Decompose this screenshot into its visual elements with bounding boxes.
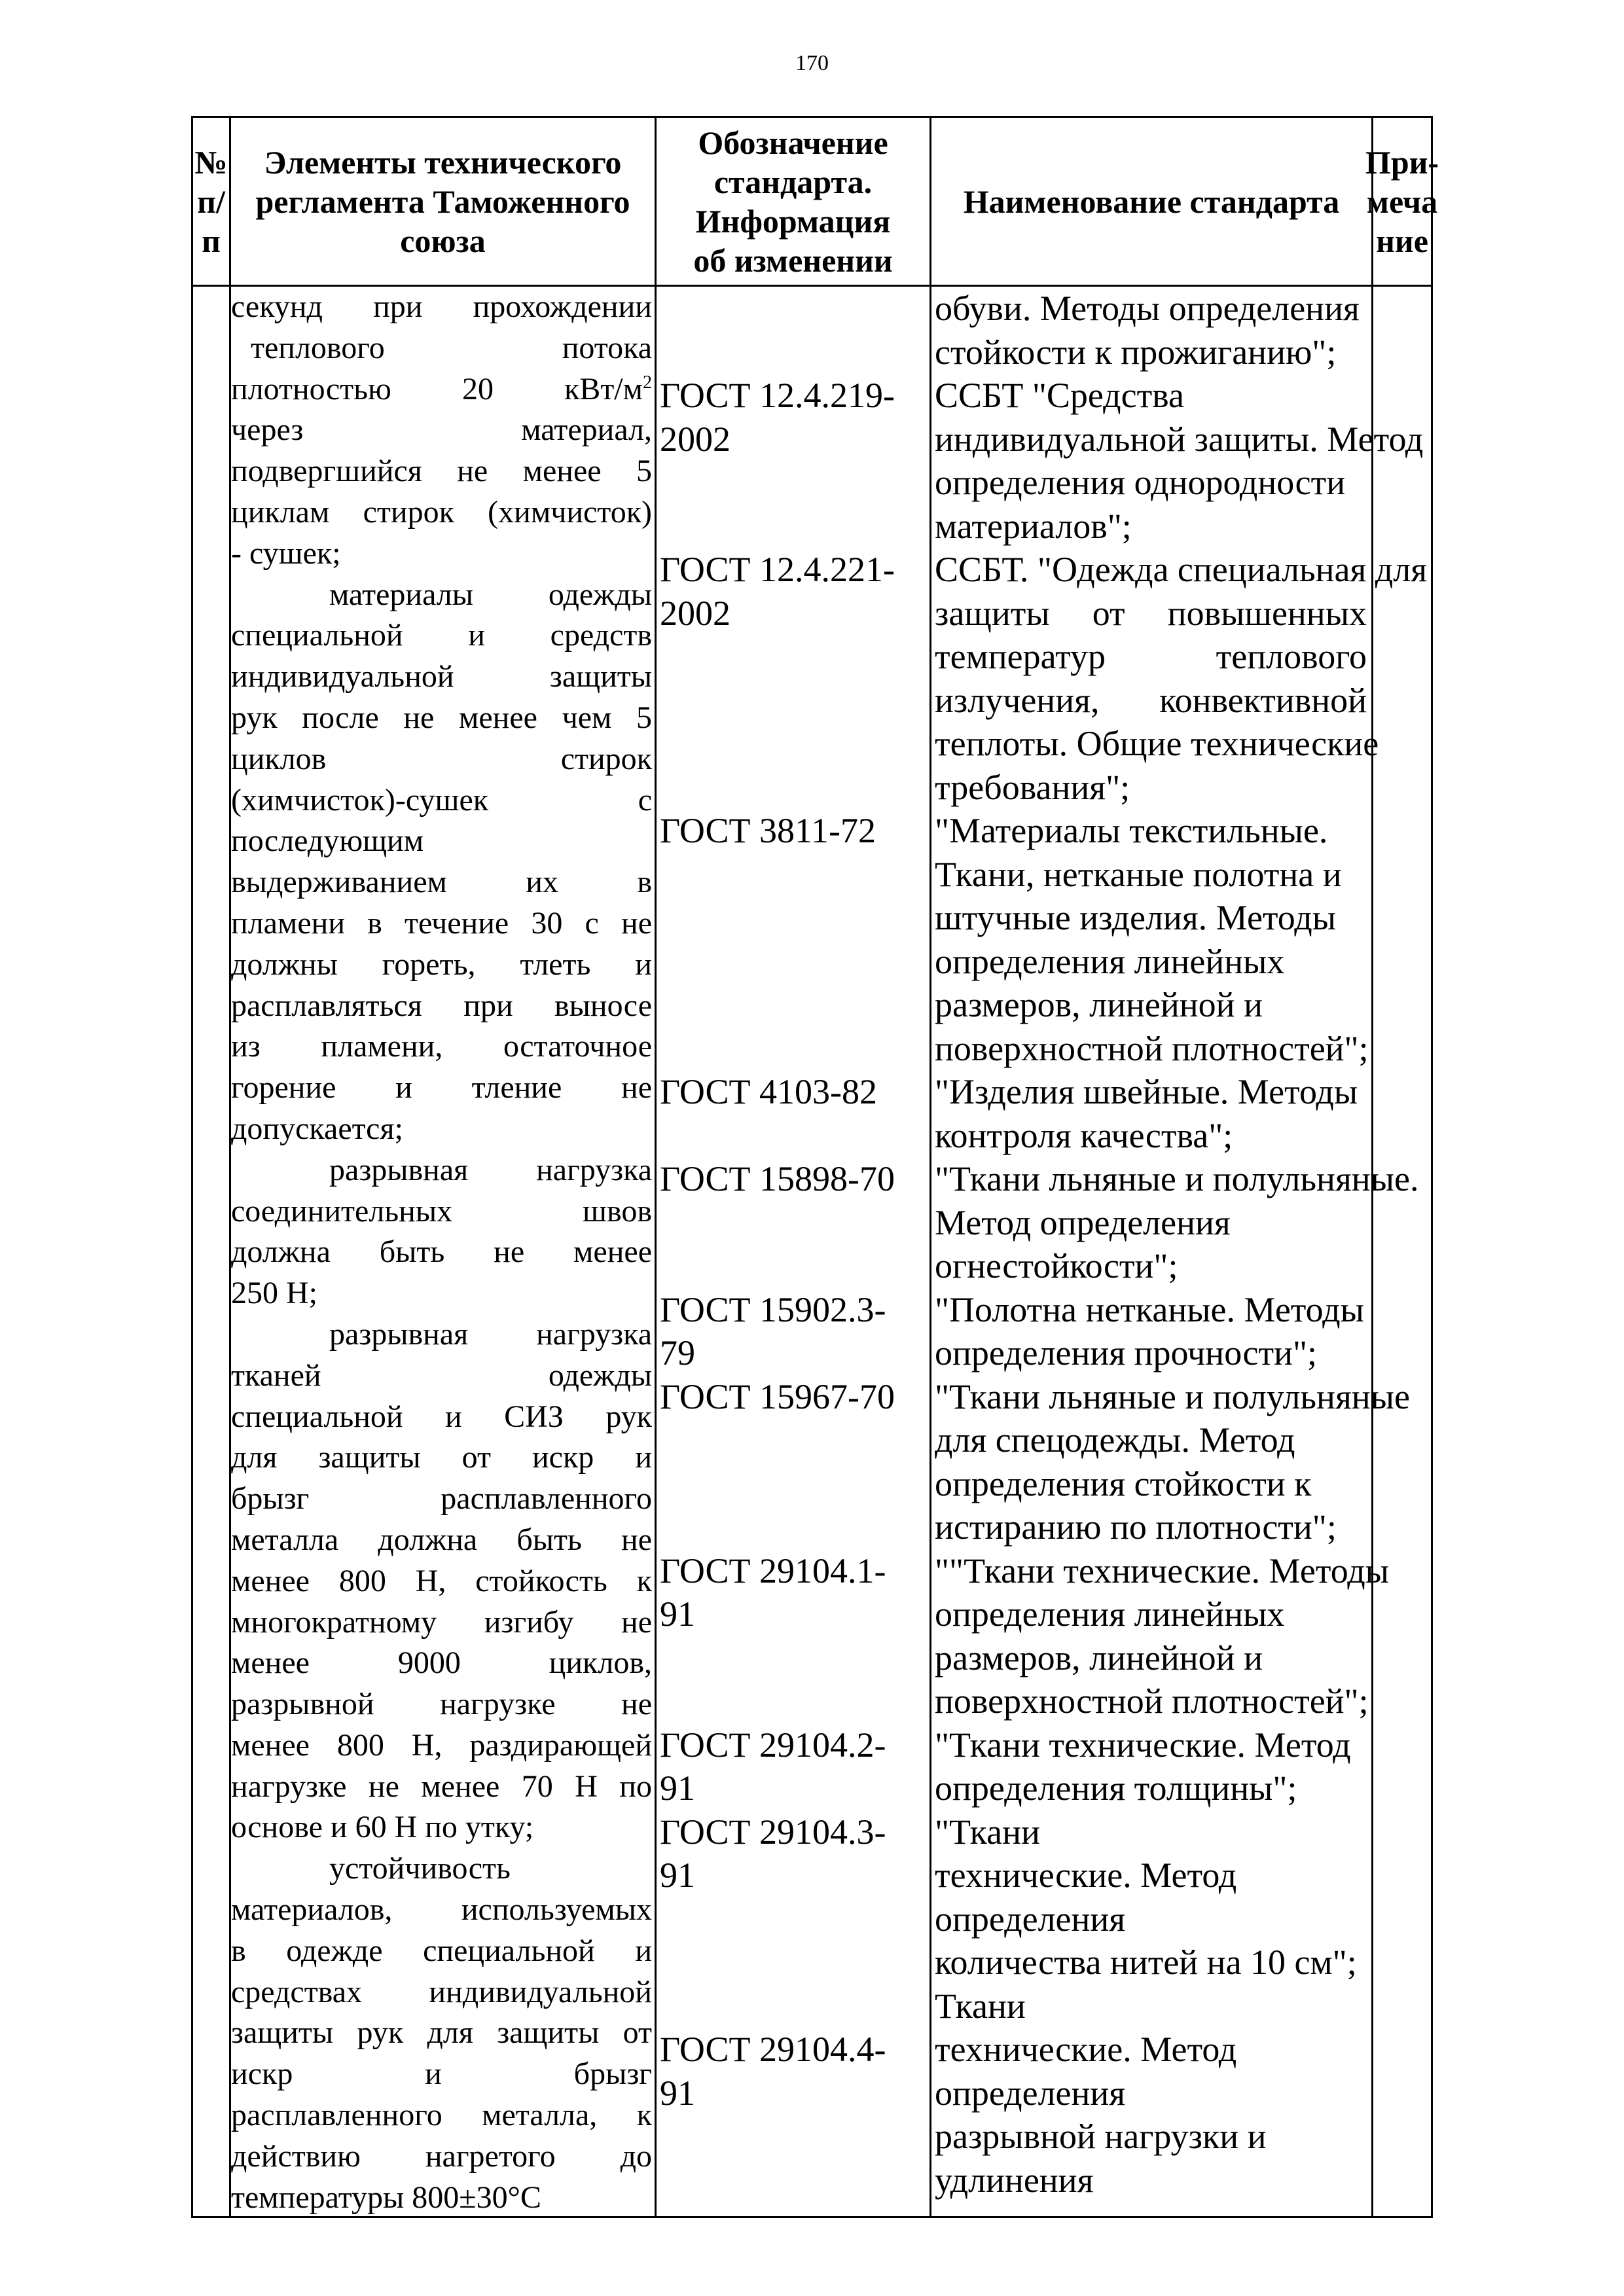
requirement-line: разрывная нагрузка [329, 1316, 652, 1352]
standard-name-line: размеров, линейной и [935, 1638, 1263, 1677]
designation-line [660, 853, 927, 897]
requirement-line: допускается; [231, 1111, 403, 1146]
designation-line [660, 722, 927, 766]
requirement-line: расплавленного металла, к [231, 2098, 652, 2133]
standard-name-line: материалов"; [935, 506, 1132, 546]
designation-line [660, 983, 927, 1027]
standard-name-line: "Полотна нетканые. Методы [935, 1289, 1364, 1329]
requirement-line: плотностью 20 кВт/$м^2$ [231, 371, 652, 406]
designation-line [660, 896, 927, 940]
designation-line [660, 1897, 927, 1941]
requirement-line: циклам стирок (химчисток) [231, 494, 652, 529]
header-number [193, 118, 229, 285]
designation-line: 2002 [660, 593, 731, 633]
requirement-line: материалы одежды [329, 577, 652, 612]
standard-name-line: обуви. Методы определения [935, 289, 1360, 328]
designation-line [660, 1462, 927, 1506]
requirement-line: защиты рук для защиты от [231, 2015, 652, 2051]
requirement-line: менее 800 Н, стойкость к [231, 1563, 652, 1598]
designation-line: ГОСТ 12.4.219- [660, 376, 895, 415]
designation-line [660, 940, 927, 984]
designation-line: ГОСТ 4103-82 [660, 1072, 878, 1111]
designation-line [660, 1636, 927, 1680]
requirement-line: рук после не менее чем 5 [231, 700, 652, 735]
requirement-line: подвергшийся не менее 5 [231, 454, 652, 489]
requirement-line: нагрузке не менее 70 Н по [231, 1768, 652, 1804]
requirement-line: менее 9000 циклов, [231, 1645, 652, 1681]
designation-line [660, 1201, 927, 1245]
column-divider [655, 118, 657, 2216]
requirement-line: соединительных швов [231, 1193, 652, 1229]
requirement-line: для защиты от искр и [231, 1440, 652, 1475]
requirement-line: устойчивость [329, 1851, 511, 1886]
standard-name-line: "Ткани технические. Метод [935, 1725, 1351, 1765]
requirement-line: через материал, [231, 412, 652, 448]
header-standard-name [931, 118, 1371, 285]
header-line: № [194, 143, 228, 181]
header-line: союза [400, 222, 486, 259]
header-line: При- [1365, 143, 1439, 181]
standard-name-line: контроля качества"; [935, 1115, 1233, 1155]
designation-line [660, 766, 927, 810]
requirements-text [231, 287, 652, 2218]
requirement-line: разрывной нагрузке не [231, 1687, 652, 1722]
requirement-line: пламени в течение 30 с не [231, 905, 652, 941]
header-note [1365, 118, 1439, 285]
designation-line: ГОСТ 12.4.221- [660, 550, 895, 589]
header-line: об изменении [693, 242, 893, 279]
standard-designations [660, 287, 927, 2115]
designation-line: 91 [660, 1594, 695, 1634]
header-line: регламента Таможенного [255, 183, 630, 220]
designation-line: ГОСТ 15967-70 [660, 1376, 895, 1416]
requirement-line: расплавляться при выносе [231, 988, 652, 1023]
designation-line: ГОСТ 29104.2- [660, 1725, 886, 1765]
requirement-line: разрывная нагрузка [329, 1152, 652, 1187]
requirement-line: температуры 800±30°С [231, 2179, 541, 2215]
designation-line: ГОСТ 15898-70 [660, 1159, 895, 1198]
requirement-line: многократному изгибу не [231, 1604, 652, 1640]
column-divider [929, 118, 931, 2216]
standard-names [935, 287, 1428, 2202]
standard-name-line: поверхностной плотностей"; [935, 1028, 1369, 1068]
standard-name-line: штучные изделия. Методы [935, 898, 1337, 937]
header-elements [231, 118, 655, 285]
header-line: Обозначение [698, 124, 888, 161]
header-line: стандарта. [713, 163, 873, 200]
requirement-line: секунд при прохождении [231, 289, 652, 324]
standard-name-line: Ткани, нетканые полотна и [935, 854, 1342, 894]
standard-name-line: определения линейных [935, 1594, 1285, 1634]
requirement-line: основе и 60 Н по утку; [231, 1810, 534, 1845]
requirement-line: средствах индивидуальной [231, 1974, 652, 2009]
requirement-line: индивидуальной защиты [231, 659, 652, 694]
standard-name-line: излучения, конвективной [935, 680, 1367, 720]
standard-name-line: количества нитей на 10 см"; [935, 1943, 1357, 1982]
standard-name-line: теплоты. Общие технические [935, 724, 1379, 763]
designation-line: 91 [660, 1768, 695, 1808]
standard-name-line: определения стойкости к [935, 1463, 1312, 1503]
standard-name-line: Ткани [935, 1986, 1026, 2026]
requirement-line: - сушек; [231, 535, 341, 571]
designation-line [660, 1984, 927, 2028]
designation-line: ГОСТ 29104.1- [660, 1551, 886, 1590]
requirement-line: теплового потока [251, 330, 652, 365]
standard-name-line: ССБТ "Средства [935, 376, 1184, 415]
designation-line: 79 [660, 1333, 695, 1372]
designation-line [660, 635, 927, 679]
standard-name-line: Метод определения [935, 1202, 1231, 1242]
standard-name-line: размеров, линейной и [935, 985, 1263, 1024]
requirement-line: выдерживанием их в [231, 865, 652, 900]
requirement-line: последующим [231, 823, 424, 859]
standard-name-line: определения [935, 1899, 1126, 1939]
designation-line [660, 331, 927, 374]
designation-line [660, 1941, 927, 1984]
header-line: Наименование стандарта [963, 183, 1340, 220]
standard-name-line: определения линейных [935, 941, 1285, 981]
standard-name-line: определения однородности [935, 463, 1346, 502]
designation-line [660, 1114, 927, 1158]
requirement-line: тканей одежды [231, 1357, 652, 1393]
standard-name-line: температур теплового [935, 637, 1367, 676]
superscript: 2 [643, 372, 652, 393]
requirement-line: специальной и средств [231, 618, 652, 653]
standard-name-line: истиранию по плотности"; [935, 1507, 1337, 1547]
header-line: ние [1376, 222, 1428, 259]
requirement-line: искр и брызг [231, 2056, 652, 2092]
designation-line [660, 1418, 927, 1462]
designation-line [660, 287, 927, 331]
standard-name-line: огнестойкости"; [935, 1246, 1178, 1285]
standard-name-line: технические. Метод [935, 2030, 1237, 2069]
requirement-line: 250 Н; [231, 1276, 317, 1311]
standard-name-line: поверхностной плотностей"; [935, 1681, 1369, 1721]
standard-name-line: определения прочности"; [935, 1333, 1318, 1372]
designation-line: 91 [660, 2073, 695, 2113]
standard-name-line: определения толщины"; [935, 1768, 1297, 1808]
header-line: Информация [695, 202, 891, 240]
standard-name-line: определения [935, 2073, 1126, 2113]
page-number: 170 [795, 51, 829, 75]
standard-name-line: технические. Метод [935, 1856, 1237, 1895]
standard-name-line: ССБТ. "Одежда специальная для [935, 550, 1428, 589]
requirement-line: должна быть не менее [231, 1234, 652, 1270]
designation-line: 2002 [660, 419, 731, 459]
designation-line [660, 1679, 927, 1723]
standard-name-line: "Ткани льняные и полульняные [935, 1376, 1410, 1416]
requirement-line: металла должна быть не [231, 1522, 652, 1557]
header-line: меча [1366, 183, 1438, 220]
standards-table [191, 116, 1439, 2218]
standard-name-line: удлинения [935, 2160, 1094, 2200]
standard-name-line: индивидуальной защиты. Метод [935, 419, 1424, 459]
requirement-line: специальной и СИЗ рук [231, 1399, 652, 1434]
header-designation [657, 118, 929, 285]
designation-line [660, 461, 927, 505]
designation-line [660, 1027, 927, 1071]
designation-line [660, 505, 927, 548]
header-line: п/п [197, 183, 225, 259]
standard-name-line: требования"; [935, 767, 1130, 807]
standard-name-line: "Материалы текстильные. [935, 811, 1328, 850]
standard-name-line: ""Ткани технические. Методы [935, 1551, 1389, 1590]
designation-line [660, 1505, 927, 1549]
requirement-line: действию нагретого до [231, 2138, 652, 2174]
requirement-line: в одежде специальной и [231, 1933, 652, 1968]
requirement-line: циклов стирок [231, 741, 652, 776]
requirement-line: менее 800 Н, раздирающей [231, 1727, 652, 1763]
designation-line [660, 679, 927, 723]
designation-line: ГОСТ 15902.3- [660, 1289, 886, 1329]
standard-name-line: "Ткани [935, 1812, 1040, 1852]
designation-line: 91 [660, 1856, 695, 1895]
designation-line: ГОСТ 29104.4- [660, 2030, 886, 2069]
standard-name-line: стойкости к прожиганию"; [935, 332, 1337, 372]
requirement-line: (химчисток)-сушек с [231, 782, 652, 817]
standard-name-line: для спецодежды. Метод [935, 1420, 1295, 1460]
header-line: Элементы технического [264, 143, 622, 181]
standard-name-line: разрывной нагрузки и [935, 2117, 1267, 2156]
requirement-line: брызг расплавленного [231, 1481, 652, 1516]
requirement-line: должны гореть, тлеть и [231, 946, 652, 982]
designation-line: ГОСТ 3811-72 [660, 811, 876, 850]
requirement-line: горение и тление не [231, 1070, 652, 1105]
standard-name-line: "Изделия швейные. Методы [935, 1072, 1358, 1111]
standard-name-line: защиты от повышенных [935, 593, 1367, 633]
requirement-line: из пламени, остаточное [231, 1029, 652, 1064]
standard-name-line: "Ткани льняные и полульняные. [935, 1159, 1419, 1198]
requirement-line: материалов, используемых [231, 1892, 652, 1928]
designation-line: ГОСТ 29104.3- [660, 1812, 886, 1852]
designation-line [660, 1244, 927, 1288]
